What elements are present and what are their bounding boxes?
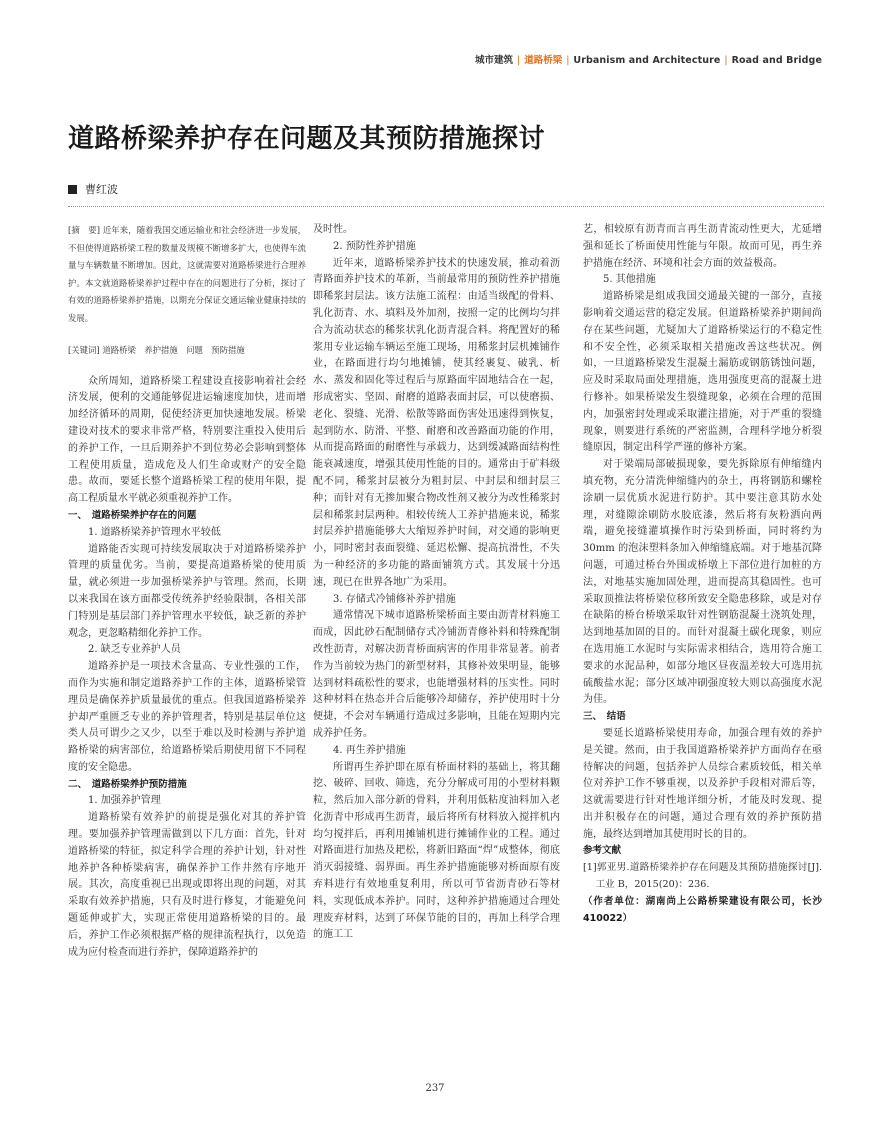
subsection-heading: 2. 缺乏专业养护人员: [88, 644, 181, 656]
paragraph: 艺，相较原有沥青而言再生沥青流动性更大，尤延增强和延长了桥面使用性能与年限。故而可见，再生养护措施在经济、环境和社会方面的效益极高。: [583, 224, 822, 269]
paragraph: 道路能否实现可持续发展取决于对道路桥梁养护管理的质量优劣。当前，要提高道路桥梁的使用质量，就必须进一步加强桥梁养护与管理。然而，长期以来我国在该方面都受传统养护经验限制，各相关部门特别是基层部门养护管理水平较低，缺乏新的养护观念，更忽略精细化养护工作。: [68, 543, 306, 639]
paragraph: 要延长道路桥梁使用寿命，加强合理有效的养护是关键。然而，由于我国道路桥梁养护方面尚存在亟待解决的问题，包括养护人员综合素质较低，相关单位对养护工作不够重视，以及养护手段相对滞后等，这就需要进行针对性地详细分析，才能及时发现、提出并积极存在的问题，通过合理有效的养护预防措施，最终达到增加其使用时长的目的。: [583, 727, 822, 840]
paragraph: 道路桥梁有效养护的前提是强化对其的养护管理。要加强养护管理需做到以下几方面：首先，针对道路桥梁的特征，拟定科学合理的养护计划，针对性地养护各种桥梁病害，确保养护工作井然有序地开展。其次，高度重视已出现或即将出现的问题，对其采取有效养护措施，只有及时进行修复，才能避免问题延伸或扩大，实现正常使用道路桥梁的目的。最后，养护工作必须根据严格的规律流程执行，以免造成为应付检查而进行养护，保障道路养护的: [68, 812, 306, 958]
header-separator: |: [516, 55, 521, 66]
page-number: 237: [425, 1083, 445, 1094]
reference-item: [1]郭亚男.道路桥梁养护存在问题及其预防措施探讨[J].工业 B，2015(20)：236.: [583, 862, 822, 891]
subsection-heading: 1. 加强养护管理: [88, 795, 161, 807]
keywords: [68, 342, 306, 358]
abstract-text: 近年来，随着我国交通运输业和社会经济进一步发展，不但使得道路桥梁工程的数量及规模不断增多扩大，也使得车流量与车辆数量不断增加。因此，这就需要对道路桥梁进行合理养护。本文就道路桥梁养护过程中存在的问题进行了分析，探讨了有效的道路桥梁养护措施，以期充分保证交通运输业健康持续的发展。: [68, 225, 306, 323]
section-heading: 二、 道路桥梁养护预防措施: [68, 778, 187, 790]
header-subsection-en: Road and Bridge: [731, 55, 822, 66]
author-name: 曹红波: [85, 183, 118, 196]
paragraph: 道路桥梁是组成我国交通最关键的一部分，直接影响着交通运营的稳定发展。但道路桥梁养护期间尚存在某些问题，尤疑加大了道路桥梁运行的不稳定性和不安全性，必须采取相关措施改善这些状况。例如，一旦道路桥梁发生混凝土漏筋或钢筋锈蚀问题，应及时采取局面处理措施，选用强度更高的混凝土进行修补。如果桥梁发生裂缝现象，必须在合理的范围内，加强密封处理或采取灌注措施，对于严重的裂缝现象，则要进行系统的严密监测，合理科学地分析裂缝原因，制定出科学严谨的修补方案。: [583, 291, 822, 454]
paragraph: 对于梁端局部破损现象，要先拆除原有伸缩缝内填充物，充分清洗伸缩缝内的杂土，再将钢筋和螺栓涂刷一层优质水泥进行防护。其中要注意其防水处理，对缝隙涂刷防水胶底漆，然后将有灰粉洒向两端，避免接缝灌填操作时污染到桥面，同时将约为 30mm 的泡沫塑料条加入伸缩缝底端。对于地基沉降问题，可通过桥台外围或桥墩上下部位进行加桩的方法，对地基实施加固处理，进而提高其稳固性。也可采取顶推法将桥梁位移所致安全隐患移除，或是对存在缺陷的桥台桥墩采取针对性钢筋混凝土浇筑处理，达到地基加固的目的。而针对混凝土碳化现象，则应在选用施工水泥时与实际需求相结合，选用符合施工要求的水泥品种，如部分地区昼夜温差较大可选用抗硫酸盐水泥；部分区域冲刷强度较大则以高强度水泥为佳。: [583, 459, 822, 706]
divider: [68, 206, 824, 207]
subsection-heading: 3. 存储式冷铺修补养护措施: [333, 593, 456, 605]
header-separator: |: [724, 55, 728, 66]
abstract-label: [摘 要]: [68, 225, 101, 235]
header-separator: |: [566, 55, 570, 66]
paragraph: 近年来，道路桥梁养护技术的快速发展，推动着沥青路面养护技术的革新，当前最常用的预防性养护措施即稀浆封层法。该方法施工流程：由适当级配的骨料、乳化沥青、水、填料及外加剂，按照一定的比例均匀拌合为流动状态的稀浆状乳化沥青混合料。将配置好的稀浆用专业运输车辆运至施工现场，用稀浆封层机摊铺作业，在路面进行均匀地摊铺，使其经裹复、破乳、析水、蒸发和固化等过程后与原路面牢固地结合在一起，形成密实、坚固、耐磨的道路表面封层，可以使磨损、老化、裂缝、光滑、松散等路面伤害处迅速得到恢复，起到防水、防滑、平整、耐磨和改善路面功能的作用，从而提高路面的耐磨性与承载力，达到缓减路面结构性能衰减速度，增强其使用性能的目的。通常由于矿料级配不同，稀浆封层被分为粗封层、中封层和细封层三种；而针对有无掺加聚合物改性剂又被分为改性稀浆封层和稀浆封层两种。相较传统人工养护措施来说，稀浆封层养护措施能够大大缩短养护时间，对交通的影响更小，同时密封表面裂缝、延迟松懈、提高抗滑性，不失为一种经济的多功能的路面铺筑方式。其发展十分迅速，现已在世界各地广为采用。: [313, 257, 560, 588]
article-title: 道路桥梁养护存在问题及其预防措施探讨: [68, 124, 546, 154]
author-affiliation: （作者单位：湖南尚上公路桥梁建设有限公司，长沙 410022）: [583, 895, 822, 924]
section-heading: 一、 道路桥梁养护存在的问题: [68, 509, 197, 521]
author-line: [68, 181, 118, 197]
keywords-text: 道路桥梁 养护措施 问题 预防措施: [102, 344, 245, 355]
references-heading: 参考文献: [583, 845, 622, 857]
header-subsection-cn: 道路桥梁: [524, 55, 563, 66]
keywords-label: [关键词]: [68, 344, 100, 355]
column-middle: [313, 222, 560, 944]
paragraph: 所谓再生养护即在原有桥面材料的基础上，将其翻挖、破碎、回收、筛选，充分分解成可用的小型材料颗粒，然后加入部分新的骨料，并利用低粘度油料加入老化沥青中形成再生沥青，最后将所有材料放入搅拌机内均匀搅拌后，再利用摊铺机进行摊铺作业的工程。通过对路面进行加热及耙松，将新旧路面“焊”成整体，彻底消灭弱接缝、弱界面。再生养护措施能够对桥面原有废弃料进行有效地重复利用，所以可节省沥青砂石等材料，实现低成本养护。同时，这种养护措施通过合理处理废弃材料，达到了环保节能的目的，再加上科学合理的施工工: [313, 761, 560, 941]
paragraph: 众所周知，道路桥梁工程建设直接影响着社会经济发展，便利的交通能够促进运输速度加快，进而增加经济循环的周期，促使经济更加快速地发展。桥梁建设对技术的要求非常严格，特别要注重投入使用后的养护工作，一旦后期养护不到位势必会影响到整体工程使用质量，造成危及人们生命或财产的安全隐患。故而，要延长整个道路桥梁工程的使用年限，提高工程质量水平就必须重视养护工作。: [68, 375, 306, 505]
paragraph: 道路养护是一项技术含量高、专业性强的工作，而作为实施和制定道路养护工作的主体，道路桥梁管理员是确保养护质量最优的重点。但我国道路桥梁养护却严重匮乏专业的养护管理者，特别是基层单位这类人员可谓少之又少，以至于难以及时检测与养护道路桥梁的病害部位，给道路桥梁后期使用留下不同程度的安全隐患。: [68, 661, 306, 773]
running-header: [475, 52, 822, 66]
column-right: [583, 222, 822, 927]
section-heading: 三、 结语: [583, 711, 626, 723]
subsection-heading: 2. 预防性养护措施: [333, 240, 416, 252]
header-section-cn: 城市建筑: [474, 55, 513, 66]
paragraph: 及时性。: [313, 224, 353, 235]
header-section-en: Urbanism and Architecture: [573, 55, 721, 66]
subsection-heading: 1. 道路桥梁养护管理水平较低: [88, 526, 221, 538]
subsection-heading: 4. 再生养护措施: [333, 744, 406, 756]
square-bullet-icon: [68, 185, 77, 194]
paragraph: 通常情况下城市道路桥梁桥面主要由沥青材料施工而成，因此砂石配制储存式冷铺沥青修补料和特殊配制改性沥青，对解决沥青桥面病害的作用非常显著。前者作为当前较为热门的新型材料，其修补效果明显，能够达到材料疏松性的要求，也能增强材料的压实性。同时这种材料在热态并合后能够冷却储存，养护使用时十分便捷，不会对车辆通行造成过多影响，且能在短期内完成养护任务。: [313, 610, 560, 739]
abstract: [68, 222, 306, 328]
column-left: [68, 222, 306, 961]
subsection-heading: 5. 其他措施: [603, 274, 656, 286]
